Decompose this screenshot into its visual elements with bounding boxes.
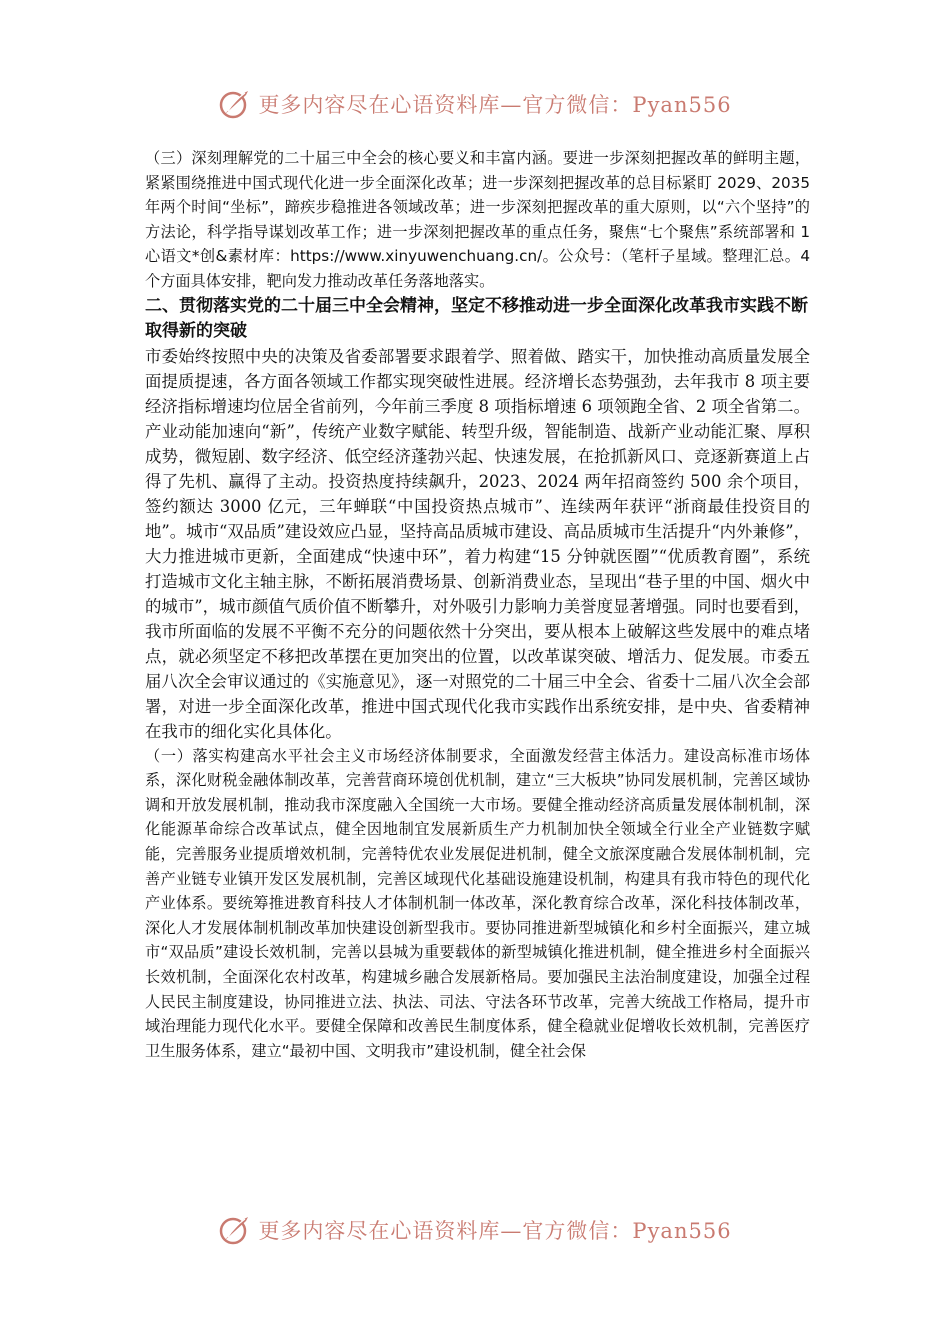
paragraph-section-three: （三）深刻理解党的二十届三中全会的核心要义和丰富内涵。要进一步深刻把握改革的鲜明主题，紧紧围绕推进中国式现代化进一步全面深化改革；进一步深刻把握改革的总目标紧盯 2029、2035 年两个时间“坐标”，蹄疾步稳推进各领域改革；进一步深刻把握改革的重大原则，以“六个坚持”的方法论，科学指导谋划改革工作；进一步深刻把握改革的重点任务，聚焦“七个聚焦”系统部署和 1 心语文*创&素材库：https://www.xinyuwenchuang.cn/。公众号：（笔杆子星域。整理汇总。4 个方面具体安排，靶向发力推动改革任务落地落实。 <box>145 149 810 290</box>
watermark-banner-bottom <box>0 1210 950 1250</box>
watermark-text: 更多内容尽在心语资料库—官方微信：Pyan556 <box>258 93 732 117</box>
paragraph-section-one: （一）落实构建高水平社会主义市场经济体制要求，全面激发经营主体活力。建设高标准市场体系，深化财税金融体制改革，完善营商环境创优机制，建立“三大板块”协同发展机制，完善区域协调和开放发展机制，推动我市深度融入全国统一大市场。要健全推动经济高质量发展体制机制，深化能源革命综合改革试点，健全因地制宜发展新质生产力机制加快全领域全行业全产业链数字赋能，完善服务业提质增效机制，完善特优农业发展促进机制，健全文旅深度融合发展体制机制，完善产业链专业镇开发区发展机制，完善区域现代化基础设施建设机制，构建具有我市特色的现代化产业体系。要统筹推进教育科技人才体制机制一体改革，深化教育综合改革，深化科技体制改革，深化人才发展体制机制改革加快建设创新型我市。要协同推进新型城镇化和乡村全面振兴，建立城市“双品质”建设长效机制，完善以县城为重要载体的新型城镇化推进机制，健全推进乡村全面振兴长效机制，全面深化农村改革，构建城乡融合发展新格局。要加强民主法治制度建设，加强全过程人民民主制度建设，协同推进立法、执法、司法、守法各环节改革，完善大统战工作格局，提升市域治理能力现代化水平。要健全保障和改善民生制度体系，健全稳就业促增收长效机制，完善医疗卫生服务体系，建立“最初中国、文明我市”建设机制，健全社会保 <box>145 746 810 1060</box>
document-body <box>145 146 810 1063</box>
quill-pen-icon <box>218 1213 252 1247</box>
watermark-text: 更多内容尽在心语资料库—官方微信：Pyan556 <box>258 1219 732 1243</box>
paragraph-city-progress: 市委始终按照中央的决策及省委部署要求跟着学、照着做、踏实干，加快推动高质量发展全面提质提速，各方面各领域工作都实现突破性进展。经济增长态势强劲，去年我市 8 项主要经济指标增速均位居全省前列，今年前三季度 8 项指标增速 6 项领跑全省、2 项全省第二。产业动能加速向“新”，传统产业数字赋能、转型升级，智能制造、战新产业动能汇聚、厚积成势，微短剧、数字经济、低空经济蓬勃兴起、快速发展，在抢抓新风口、竞逐新赛道上占得了先机、赢得了主动。投资热度持续飙升，2023、2024 两年招商签约 500 余个项目，签约额达 3000 亿元，三年蝉联“中国投资热点城市”、连续两年获评“浙商最佳投资目的地”。城市“双品质”建设效应凸显，坚持高品质城市建设、高品质城市生活提升“内外兼修”，大力推进城市更新，全面建成“快速中环”，着力构建“15 分钟就医圈”“优质教育圈”，系统打造城市文化主轴主脉，不断拓展消费场景、创新消费业态，呈现出“巷子里的中国、烟火中的城市”，城市颜值气质价值不断攀升，对外吸引力影响力美誉度显著增强。同时也要看到，我市所面临的发展不平衡不充分的问题依然十分突出，要从根本上破解这些发展中的难点堵点，就必须坚定不移把改革摆在更加突出的位置，以改革谋突破、增活力、促发展。市委五届八次全会审议通过的《实施意见》，逐一对照党的二十届三中全会、省委十二届八次全会部署，对进一步全面深化改革，推进中国式现代化我市实践作出系统安排，是中央、省委精神在我市的细化实化具体化。 <box>145 346 810 741</box>
watermark-banner-top <box>0 84 950 124</box>
section-heading-two: 二、贯彻落实党的二十届三中全会精神，坚定不移推动进一步全面深化改革我市实践不断取得新的突破 <box>145 295 808 341</box>
quill-pen-icon <box>218 87 252 121</box>
